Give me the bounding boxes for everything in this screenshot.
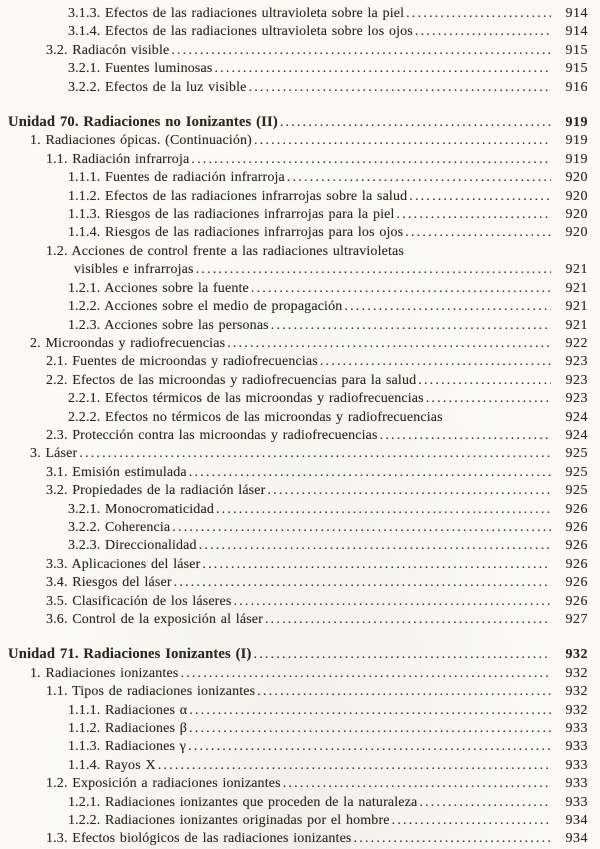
page-number: 933 [565, 739, 588, 755]
toc-list [8, 5, 588, 849]
page-number: 921 [565, 299, 588, 315]
toc-row [8, 188, 588, 206]
dot-leader [202, 556, 551, 574]
dot-leader [419, 794, 551, 812]
dot-leader [409, 188, 551, 206]
toc-entry-label: 3.2.2. Efectos de la luz visible [68, 79, 247, 95]
dot-leader [233, 593, 551, 611]
dot-leader [189, 720, 551, 738]
toc-row [8, 409, 588, 427]
toc-row [8, 335, 588, 353]
toc-row [8, 757, 588, 775]
toc-row [8, 372, 588, 390]
dot-leader [405, 224, 551, 242]
toc-row [8, 665, 588, 683]
dot-leader [406, 5, 551, 23]
toc-entry-label: 3.2. Radiacón visible [46, 42, 170, 58]
toc-entry-label: 3.1. Emisión estimulada [46, 464, 187, 480]
toc-row [8, 427, 588, 445]
page-number: 922 [565, 335, 588, 351]
dot-leader [397, 206, 551, 224]
page-number: 933 [565, 721, 588, 737]
toc-entry-label: 2.2.1. Efectos térmicos de las microondas y radiofrecuencias [68, 391, 424, 407]
toc-row [8, 794, 588, 812]
dot-leader [254, 646, 552, 664]
page-number: 919 [565, 151, 588, 167]
toc-entry-label: 1. Radiaciones ópicas. (Continuación) [30, 133, 252, 149]
dot-leader [189, 464, 551, 482]
toc-entry-label: 1.1.3. Radiaciones γ [68, 739, 187, 755]
page-number: 920 [565, 188, 588, 204]
toc-entry-label: 3.1.3. Efectos de las radiaciones ultravioleta sobre la piel [68, 6, 405, 21]
page-number: 932 [565, 665, 588, 681]
dot-leader [257, 683, 551, 701]
dot-leader [254, 132, 551, 150]
page-number: 916 [565, 79, 588, 95]
page-number: 932 [565, 702, 588, 718]
toc-entry-label: 1.2.3. Acciones sobre las personas [68, 317, 269, 333]
dot-leader [267, 482, 551, 500]
page-number: 914 [565, 6, 588, 21]
dot-leader [180, 665, 551, 683]
toc-row [8, 683, 588, 701]
toc-row [8, 738, 588, 756]
toc-entry-label: Unidad 70. Radiaciones no Ionizantes (II) [8, 114, 278, 131]
toc-entry-label: 1.1.4. Riesgos de las radiaciones infrarrojas para los ojos [68, 225, 404, 241]
page-number: 925 [565, 464, 588, 480]
page-number: 933 [565, 776, 588, 792]
page-number: 921 [565, 280, 588, 296]
dot-leader [227, 335, 551, 353]
page-number: 915 [565, 42, 588, 58]
toc-row [8, 812, 588, 830]
page-number: 926 [565, 556, 588, 572]
toc-entry-label: 3.2.1. Monocromaticidad [68, 501, 214, 517]
page-number: 933 [565, 757, 588, 773]
toc-entry-label: 1.2.2. Acciones sobre el medio de propagación [68, 299, 343, 315]
page-number: 919 [565, 115, 588, 131]
toc-row [8, 593, 588, 611]
toc-row [8, 464, 588, 482]
toc-row [8, 224, 588, 242]
toc-row [8, 79, 588, 97]
dot-leader [189, 702, 551, 720]
dot-leader [79, 445, 551, 463]
dot-leader [191, 151, 551, 169]
page-number: 933 [565, 794, 588, 810]
dot-leader [354, 830, 551, 848]
toc-entry-label: 2.2.2. Efectos no térmicos de las microondas y radiofrecuencias [68, 409, 443, 425]
toc-row [8, 645, 588, 664]
toc-row [8, 574, 588, 592]
dot-leader [216, 501, 551, 519]
dot-leader [188, 738, 551, 756]
toc-row [8, 482, 588, 500]
toc-entry-label: 3.2.3. Direccionalidad [68, 538, 197, 554]
toc-row [8, 151, 588, 169]
toc-row [8, 169, 588, 187]
page-number: 914 [565, 24, 588, 40]
toc-entry-label: 3.2.2. Coherencia [68, 519, 171, 535]
page-number: 932 [565, 684, 588, 700]
toc-row [8, 317, 588, 335]
toc-row [8, 445, 588, 463]
page-number: 923 [565, 372, 588, 388]
page-number: 926 [565, 519, 588, 535]
page-number: 923 [565, 354, 588, 370]
toc-entry-label: 1.2. Exposición a radiaciones ionizantes [46, 776, 281, 792]
toc-entry-label: 1.1.3. Riesgos de las radiaciones infrarrojas para la piel [68, 207, 395, 223]
toc-entry-label: 1.2.1. Radiaciones ionizantes que proceden de la naturaleza [68, 794, 418, 810]
page-number: 926 [565, 538, 588, 554]
dot-leader [158, 757, 551, 775]
page-number: 934 [565, 831, 588, 847]
toc-row [8, 298, 588, 316]
dot-leader [415, 23, 551, 41]
dot-leader [418, 372, 551, 390]
toc-entry-label: 3.5. Clasificación de los láseres [46, 593, 232, 609]
dot-leader [344, 298, 551, 316]
toc-entry-label: 1.1.4. Rayos X [68, 757, 156, 773]
toc-row [8, 60, 588, 78]
page-number: 925 [565, 446, 588, 462]
page-number: 915 [565, 61, 588, 77]
toc-entry-label: 1.3. Efectos biológicos de las radiaciones ionizantes [46, 831, 352, 847]
dot-leader [283, 775, 551, 793]
toc-row [8, 611, 588, 629]
page-number: 921 [565, 262, 588, 278]
page-number: 919 [565, 133, 588, 149]
toc-row [8, 556, 588, 574]
toc-entry-label: Unidad 71. Radiaciones Ionizantes (I) [8, 646, 252, 663]
page-number: 924 [565, 427, 588, 443]
toc-entry-label: 3. Láser [30, 446, 78, 462]
toc-entry-label: 2.3. Protección contra las microondas y radiofrecuencias [46, 427, 378, 443]
toc-row [8, 519, 588, 537]
toc-entry-label: 2.2. Efectos de las microondas y radiofrecuencias para la salud [46, 372, 417, 388]
toc-row [8, 501, 588, 519]
toc-entry-label: 2. Microondas y radiofrecuencias [30, 335, 226, 351]
toc-entry-label: 1.2.2. Radiaciones ionizantes originadas por el hombre [68, 813, 390, 829]
toc-entry-label: 1.2. Acciones de control frente a las radiaciones ultravioletas [46, 243, 404, 259]
page-number: 923 [565, 391, 588, 407]
dot-leader [320, 353, 551, 371]
toc-entry-label: 3.2.1. Fuentes luminosas [68, 61, 213, 77]
toc-row [8, 206, 588, 224]
dot-leader [392, 812, 551, 830]
dot-leader [172, 519, 551, 537]
dot-leader [380, 427, 551, 445]
toc-entry-label: 3.3. Aplicaciones del láser [46, 556, 201, 572]
toc-entry-label: visibles e infrarrojas [74, 262, 194, 278]
page-number: 934 [565, 813, 588, 829]
toc-entry-label: 3.6. Control de la exposición al láser [46, 612, 263, 627]
page-number: 925 [565, 483, 588, 499]
dot-leader [196, 261, 551, 279]
toc-entry-label: 1.1.2. Efectos de las radiaciones infrarrojas sobre la salud [68, 188, 408, 204]
page-number: 926 [565, 501, 588, 517]
dot-leader [265, 611, 551, 629]
dot-leader [199, 537, 551, 555]
toc-entry-label: 1.1.2. Radiaciones β [68, 721, 188, 737]
dot-leader [251, 280, 551, 298]
dot-leader [426, 390, 551, 408]
toc-row [8, 42, 588, 60]
toc-entry-label: 1.1. Radiación infrarroja [46, 151, 190, 167]
toc-row [8, 537, 588, 555]
toc-row [8, 720, 588, 738]
toc-entry-label: 3.1.4. Efectos de las radiaciones ultravioleta sobre los ojos [68, 24, 413, 40]
toc-entry-label: 1. Radiaciones ionizantes [30, 665, 179, 681]
toc-row [8, 113, 588, 132]
toc-row [8, 5, 588, 23]
toc-entry-label: 3.2. Propiedades de la radiación láser [46, 483, 266, 499]
dot-leader [171, 42, 551, 60]
toc-row [8, 243, 588, 261]
dot-leader [271, 317, 551, 335]
toc-row [8, 702, 588, 720]
dot-leader [174, 574, 551, 592]
toc-row [8, 132, 588, 150]
page-number: 926 [565, 593, 588, 609]
page-number: 921 [565, 317, 588, 333]
toc-row [8, 775, 588, 793]
toc-entry-label: 2.1. Fuentes de microondas y radiofrecuencias [46, 354, 318, 370]
toc-entry-label: 1.1.1. Fuentes de radiación infrarroja [68, 170, 285, 186]
toc-entry-label: 1.1. Tipos de radiaciones ionizantes [46, 684, 256, 700]
toc-entry-label: 3.4. Riesgos del láser [46, 575, 172, 591]
page-number: 927 [565, 612, 588, 627]
dot-leader [249, 79, 551, 97]
toc-row [8, 261, 588, 279]
page-number: 926 [565, 575, 588, 591]
dot-leader [214, 60, 551, 78]
page-number: 920 [565, 170, 588, 186]
page-number: 920 [565, 207, 588, 223]
toc-row [8, 390, 588, 408]
page-number: 932 [565, 647, 588, 663]
dot-leader [287, 169, 551, 187]
toc-row [8, 353, 588, 371]
page-number: 920 [565, 225, 588, 241]
dot-leader [280, 114, 551, 132]
toc-entry-label: 1.1.1. Radiaciones α [68, 702, 188, 718]
page-number: 924 [565, 409, 588, 425]
toc-row [8, 23, 588, 41]
toc-entry-label: 1.2.1. Acciones sobre la fuente [68, 280, 249, 296]
toc-row [8, 830, 588, 848]
toc-row [8, 280, 588, 298]
